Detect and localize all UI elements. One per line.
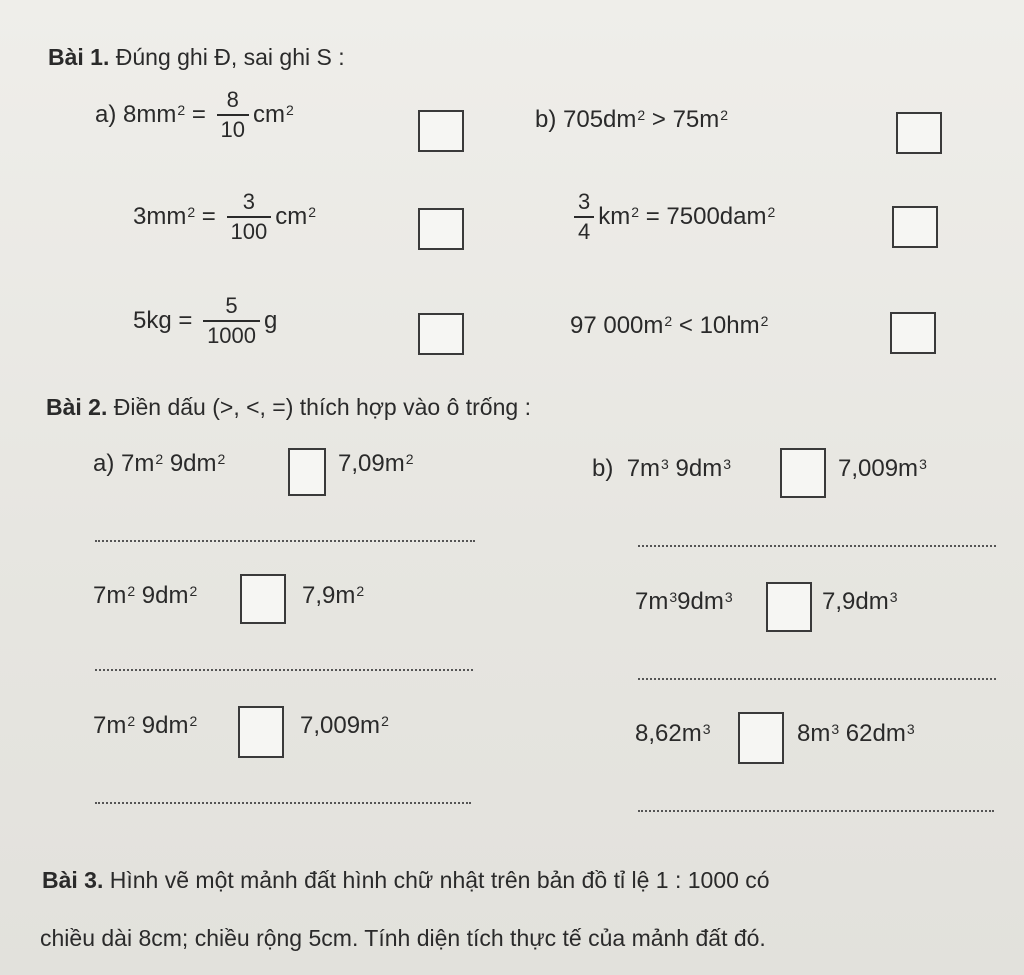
exponent: 3 [669, 589, 678, 605]
answer-box[interactable] [238, 706, 284, 758]
expr-text: 705dm [563, 106, 637, 133]
bai2-b-row2-right [822, 588, 898, 616]
exponent: 3 [831, 721, 840, 737]
bai2-b-row3-left [635, 720, 711, 748]
exponent: 3 [702, 721, 711, 737]
bai2-a-row2-right [302, 582, 364, 610]
expr-text: 9dm [135, 582, 189, 609]
compare-sign: > [645, 106, 673, 133]
bai3-line2: chiều dài 8cm; chiều rộng 5cm. Tính diện tích thực tế của mảnh đất đó. [40, 925, 766, 951]
answer-dotted-line[interactable] [95, 669, 473, 671]
fraction-numerator: 3 [578, 189, 591, 214]
bai1-b-row1 [535, 106, 728, 134]
exponent: 2 [127, 583, 136, 599]
expr-text: 7,009m [300, 712, 381, 739]
equals-sign: = [195, 203, 223, 231]
bai3-line1 [42, 866, 770, 896]
expr-text: 7m [93, 582, 127, 609]
bai1-heading [48, 44, 345, 71]
fraction-numerator: 8 [226, 87, 239, 112]
expr-text: 8m [797, 720, 831, 747]
fraction [217, 88, 249, 142]
bai2-a-row1-left [93, 450, 225, 478]
bai2-b-label: b) [592, 455, 614, 482]
expr-text: 75m [672, 106, 720, 133]
bai1-number: Bài 1. [48, 44, 110, 70]
bai3-number: Bài 3. [42, 867, 104, 893]
bai2-b-row1-left [592, 455, 731, 483]
answer-box[interactable] [738, 712, 784, 764]
answer-dotted-line[interactable] [638, 810, 994, 812]
expr-text: 7,09m [338, 450, 405, 477]
expr-unit: g [264, 307, 278, 335]
bai1-a-label: a) [95, 101, 117, 129]
bai1-a-row2 [133, 190, 316, 244]
exponent: 2 [405, 451, 414, 467]
bai2-b-row1-right [838, 455, 927, 483]
equals-sign: = [185, 101, 213, 129]
exponent: 2 [189, 713, 198, 729]
bai2-a-row3-left [93, 712, 197, 740]
bai3-text-line1: Hình vẽ một mảnh đất hình chữ nhật trên bản đồ tỉ lệ 1 : 1000 có [103, 867, 770, 893]
expr-unit: cm [253, 101, 285, 129]
expr-text: 7,009m [838, 455, 919, 482]
fraction-denominator: 10 [217, 114, 249, 142]
answer-box[interactable] [896, 112, 942, 154]
fraction-numerator: 5 [225, 293, 238, 318]
exponent: 3 [661, 456, 669, 472]
expr-text: 8,62m [635, 720, 702, 747]
bai2-instruction: Điền dấu (>, <, =) thích hợp vào ô trống : [107, 394, 531, 420]
exponent: 2 [767, 204, 776, 221]
bai2-a-row1-right [338, 450, 414, 478]
bai2-heading [46, 394, 531, 421]
exponent: 2 [664, 313, 673, 329]
fraction [227, 190, 272, 244]
exponent: 2 [217, 451, 226, 467]
exponent: 2 [189, 583, 198, 599]
answer-dotted-line[interactable] [638, 545, 996, 547]
expr-text: 7m [626, 455, 661, 482]
exponent: 2 [286, 102, 294, 119]
exponent: 2 [381, 713, 389, 729]
expr-text: 9dm [163, 450, 217, 477]
bai1-instruction: Đúng ghi Đ, sai ghi S : [109, 44, 345, 70]
bai1-b-row2 [570, 190, 775, 244]
expr-text: 7m [121, 450, 155, 477]
exponent: 3 [724, 589, 733, 605]
fraction [203, 294, 260, 348]
expr-text: 62dm [839, 720, 906, 747]
compare-sign: < [672, 312, 700, 339]
fraction [574, 190, 594, 244]
answer-dotted-line[interactable] [95, 802, 471, 804]
answer-box[interactable] [780, 448, 826, 498]
bai1-a-row1 [95, 88, 294, 142]
answer-box[interactable] [418, 313, 464, 355]
bai2-b-row3-right [797, 720, 915, 748]
expr-text: 7,9dm [822, 588, 889, 615]
expr-text: 7m [635, 588, 669, 615]
exponent: 2 [177, 102, 186, 119]
bai2-a-row2-left [93, 582, 197, 610]
answer-box[interactable] [418, 208, 464, 250]
exponent: 3 [906, 721, 915, 737]
answer-box[interactable] [418, 110, 464, 152]
equals-sign: = [171, 307, 200, 335]
fraction-denominator: 100 [227, 216, 272, 244]
exponent: 3 [889, 589, 898, 605]
exponent: 2 [760, 313, 769, 329]
answer-box[interactable] [892, 206, 938, 248]
expr-text: 10hm [699, 312, 760, 339]
fraction-numerator: 3 [242, 189, 255, 214]
answer-box[interactable] [766, 582, 812, 632]
exponent: 3 [919, 456, 927, 472]
answer-box[interactable] [240, 574, 286, 624]
expr-unit: km [598, 203, 631, 231]
bai1-b-label: b) [535, 106, 557, 133]
bai2-a-label: a) [93, 450, 115, 477]
answer-dotted-line[interactable] [95, 540, 475, 542]
expr-text: 8mm [123, 101, 177, 129]
expr-unit: cm [275, 203, 308, 231]
bai2-b-row2-left [635, 588, 733, 616]
exponent: 3 [723, 456, 731, 472]
exponent: 2 [637, 107, 646, 123]
answer-box[interactable] [288, 448, 326, 496]
answer-dotted-line[interactable] [638, 678, 996, 680]
fraction-denominator: 1000 [203, 320, 260, 348]
bai2-a-row3-right [300, 712, 389, 740]
expr-text: 7,9m [302, 582, 356, 609]
bai1-b-row3 [570, 312, 768, 340]
fraction-denominator: 4 [574, 216, 594, 244]
expr-text: 3mm [133, 203, 187, 231]
exponent: 2 [127, 713, 136, 729]
exponent: 2 [720, 107, 729, 123]
exponent: 2 [308, 204, 317, 221]
answer-box[interactable] [890, 312, 936, 354]
bai2-number: Bài 2. [46, 394, 108, 420]
expr-text: 7m [93, 712, 127, 739]
expr-text: 9dm [668, 455, 723, 482]
bai1-a-row3 [133, 294, 277, 348]
expr-text: 9dm [677, 588, 724, 615]
exponent: 2 [187, 204, 196, 221]
expr-text: = 7500dam [639, 203, 767, 231]
expr-text: 5kg [133, 307, 172, 335]
exponent: 2 [155, 451, 164, 467]
expr-text: 9dm [135, 712, 189, 739]
exponent: 2 [356, 583, 365, 599]
exponent: 2 [631, 204, 640, 221]
expr-text: 97 000m [570, 312, 664, 339]
